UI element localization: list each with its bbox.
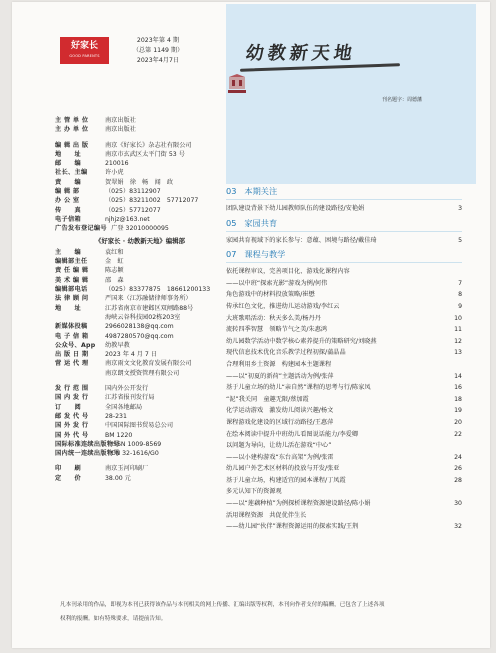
credit-value: 全国各地邮局 (105, 403, 143, 411)
credit-value: 28-231 (105, 412, 127, 420)
toc-entry-page: 19 (454, 407, 462, 415)
credit-label: 编辑部电话 (55, 286, 88, 294)
credit-row (55, 294, 225, 303)
toc-entry-page: 26 (454, 465, 462, 473)
credit-value: 4987280570@qq.com (105, 332, 174, 340)
credit-label: 国际标准连续出版物号 (55, 440, 120, 448)
credit-value: （025）83377875 18661200133 (105, 286, 211, 294)
credit-value: 贺翠娟 徐 畅 闻 政 (105, 178, 174, 186)
toc-entry-page: 18 (454, 395, 462, 403)
credit-value: 中国国际图书贸易总公司 (105, 422, 174, 430)
toc-entry-title: 传承红色文化，推进幼儿运动游戏/李红云 (226, 302, 340, 310)
toc-entry[interactable] (226, 266, 462, 278)
credit-row (55, 215, 225, 224)
publisher-emblem-icon (226, 74, 248, 96)
toc-entry[interactable] (226, 313, 462, 325)
credit-row (55, 276, 225, 285)
credit-row (55, 359, 225, 368)
credit-row (55, 369, 225, 378)
toc-entry[interactable] (226, 235, 462, 247)
credit-value: 南京雨文文化教育发展有限公司 (105, 360, 192, 368)
toc-entry-title: ——以“莲藕种植”为例探析课程资源建设路径/陈小娟 (226, 500, 371, 508)
table-of-contents (226, 183, 462, 533)
credit-value: 南京市玄武区太平门街 53 号 (105, 150, 185, 158)
credit-label: 国 内 发 行 (55, 394, 89, 402)
credit-label: 美 术 编 辑 (55, 276, 89, 284)
credit-label: 编 辑 部 (55, 188, 80, 196)
credit-row (55, 285, 225, 294)
toc-entry-title: 基于儿童立场的幼儿“亲自然”课程的思考与行/陈家凤 (226, 384, 371, 392)
toc-entry-page: 9 (458, 302, 462, 310)
toc-entry[interactable] (226, 521, 462, 533)
credit-value: 江苏省报刊发行局 (105, 394, 155, 402)
toc-entry[interactable] (226, 440, 462, 452)
toc-entry[interactable] (226, 278, 462, 290)
calligraphy-title: 幼教新天地 (244, 43, 358, 64)
toc-entry[interactable] (226, 429, 462, 441)
masthead-credits (55, 116, 225, 483)
credit-label: 邮 发 代 号 (55, 412, 89, 420)
credit-label: 订 阅 (55, 403, 81, 411)
credit-label: 社长、主编 (55, 169, 88, 177)
credit-value: 南京出版社 (105, 126, 136, 134)
credit-label: 国 外 发 行 (55, 422, 89, 430)
credit-value: 210016 (105, 160, 129, 168)
credit-row (55, 412, 225, 421)
toc-entry[interactable] (226, 452, 462, 464)
credit-value: 许小虎 (105, 169, 124, 177)
credit-label: 公众号、App (55, 341, 96, 349)
credit-value: 广登 32010000095 (105, 225, 169, 233)
toc-entry[interactable] (226, 475, 462, 487)
credit-row (55, 257, 225, 266)
toc-entry[interactable] (226, 405, 462, 417)
credit-value: CN 32-1616/G0 (105, 450, 159, 458)
credit-label: 发 行 范 围 (55, 385, 89, 393)
credit-label: 责 任 编 辑 (55, 267, 89, 275)
toc-entry-title: 大班歌唱活动：秋天多么美/杨丹丹 (226, 314, 321, 322)
credit-label: 出 版 日 期 (55, 351, 89, 359)
toc-entry-page: 24 (454, 453, 462, 461)
credit-row (55, 393, 225, 402)
credit-value: 江苏省南京市建邺区双闸路88号 (105, 304, 194, 312)
toc-entry[interactable] (226, 498, 462, 510)
credit-row (55, 116, 225, 125)
toc-entry-title: 幼儿园户外艺术区材料的投放与开发/张亚 (226, 465, 340, 473)
credit-label: 邮 编 (55, 160, 81, 168)
toc-entry[interactable] (226, 336, 462, 348)
credit-row (55, 224, 225, 233)
credit-value: 南京朗文授资管理有限公司 (105, 369, 180, 377)
issue-line-3: 2023年4月7日 (136, 57, 180, 64)
credit-value: 严国来（江苏融储律师事务所） (105, 295, 192, 303)
copyright-footnote (60, 598, 460, 626)
section-number: 03 (226, 186, 237, 196)
toc-entry-page: 5 (458, 236, 462, 244)
credit-row (55, 341, 225, 350)
toc-entry-page: 22 (454, 430, 462, 438)
toc-entry-title: “泥”我关同 童趣无限/蔡加霞 (226, 395, 309, 403)
toc-entry[interactable] (226, 463, 462, 475)
credit-value: 南京玉河印刷厂 (105, 465, 149, 473)
toc-entry[interactable] (226, 301, 462, 313)
credit-label: 主 办 单 位 (55, 126, 89, 134)
credit-row (55, 206, 225, 215)
toc-entry-page: 30 (454, 500, 462, 508)
title-panel (226, 4, 476, 184)
toc-entry[interactable] (226, 417, 462, 429)
credit-value: （025）83112907 (105, 188, 161, 196)
toc-entry[interactable] (226, 510, 462, 522)
section-number: 07 (226, 249, 237, 260)
toc-entry-page: 10 (454, 314, 462, 322)
credit-row (55, 248, 225, 257)
section-divider (226, 262, 462, 263)
credit-group-group1 (55, 116, 225, 135)
toc-entry-page: 8 (458, 291, 462, 299)
credit-row (55, 384, 225, 393)
toc-entry-title: 角色游戏中的材料投放策略/崔懋 (226, 291, 315, 299)
credit-value: BM 1220 (105, 431, 133, 439)
toc-entry[interactable] (226, 382, 462, 394)
toc-entry[interactable] (226, 289, 462, 301)
issue-info (118, 36, 198, 66)
toc-entry-title: 流转四季智慧 领略节气之美/朱惠鸿 (226, 326, 328, 334)
credit-group-group4 (55, 384, 225, 458)
logo-main-text: 好家长 (70, 41, 98, 51)
credit-value: 南京《好家长》杂志社有限公司 (105, 141, 192, 149)
toc-entry-title: ——幼儿园“伙伴”课程资源运用的探索实践/王荆 (226, 523, 359, 531)
credit-value: 陈志颖 (105, 267, 124, 275)
credit-row (55, 266, 225, 275)
toc-entry[interactable] (226, 347, 462, 359)
credit-value: （025）83211002 57712077 (105, 197, 199, 205)
credit-value: 袁红和 (105, 248, 124, 256)
credit-label: 传 真 (55, 206, 81, 214)
credit-label: 电 子 信 箱 (55, 332, 89, 340)
toc-entry-title: 合理利用乡土资源 构建园本主题课程 (226, 360, 332, 368)
credit-label: 编 辑 出 版 (55, 141, 89, 149)
credit-label: 营 运 代 理 (55, 360, 89, 368)
issue-line-2: （总第 1149 期） (132, 47, 184, 54)
credit-label: 电子信箱 (55, 215, 81, 223)
toc-entry-title: 团队建设背景下幼儿园教师队伍的建设路径/安艳娟 (226, 205, 365, 212)
toc-entry-page: 11 (454, 326, 462, 334)
toc-section-heading (226, 248, 462, 261)
credit-label: 印 刷 (55, 465, 81, 473)
credit-value: 金 虹 (105, 258, 124, 266)
logo-sub-text: GOOD PARENTS (69, 54, 100, 58)
toc-entry-page: 28 (454, 476, 462, 484)
toc-entry-page: 7 (458, 279, 462, 287)
toc-entry-title: 基于儿童立场，构建适宜的园本课程/丁凤霞 (226, 476, 346, 484)
credit-group-group2 (55, 141, 225, 234)
credit-value: 2023 年 4 月 7 日 (105, 351, 158, 359)
credit-row (55, 474, 225, 483)
credit-row (55, 332, 225, 341)
credit-label: 责 编 (55, 178, 81, 186)
credit-row (55, 322, 225, 331)
credit-row (55, 313, 225, 322)
footnote-line-1: 凡本刊录用的作品，即视为本刊已获得该作品与本刊相关的网上传播、汇编出版等权利，本刊向作者支付的稿酬，已包含了上述各项 (60, 602, 385, 608)
toc-entry-title: 以问题为导向，让幼儿活在游戏“中心” (226, 442, 332, 450)
credit-label: 地 址 (55, 150, 81, 158)
credit-label: 主 管 单 位 (55, 117, 89, 124)
credit-label: 新媒体投稿 (55, 323, 88, 331)
credit-row (55, 196, 225, 205)
credit-value: 幼教早教 (105, 341, 130, 349)
credit-row (55, 178, 225, 187)
credit-value: 2966028138@qq.com (105, 323, 174, 331)
credit-label: 国 外 代 号 (55, 431, 89, 439)
credit-label: 广告发布登记编号 (55, 225, 107, 233)
toc-entry-page: 3 (458, 205, 462, 212)
toc-entry-title: ——以“初夏的新荷”主题活动为例/张萍 (226, 372, 334, 380)
magazine-logo (60, 37, 109, 64)
issue-line-1: 2023年第 4 期 (136, 37, 180, 44)
toc-entry-title: 现代信息技术优化音乐教学过程初探/蒲晶晶 (226, 349, 346, 357)
section-name: 家园共育 (244, 217, 278, 228)
credit-label (55, 369, 105, 378)
toc-entry[interactable] (226, 394, 462, 406)
credit-row (55, 421, 225, 430)
toc-entry-title: 依托课程审议，完善项目化、游戏化课程内容 (226, 268, 350, 276)
credit-row (55, 150, 225, 159)
credit-group-group3 (55, 248, 225, 378)
section-divider (226, 231, 462, 232)
credit-row (55, 141, 225, 150)
credit-row (55, 464, 225, 473)
credit-row (55, 449, 225, 458)
credit-row (55, 431, 225, 440)
toc-entry-title: ——以小建构游戏“东台高架”为例/张雷 (226, 453, 334, 461)
toc-entry-page: 13 (454, 349, 462, 357)
credit-value: 国内外公开发行 (105, 385, 149, 393)
credit-label: 主 编 (55, 248, 81, 256)
credit-value: 38.00 元 (105, 474, 131, 482)
credit-group-group5 (55, 464, 225, 483)
toc-entry[interactable] (226, 324, 462, 336)
footnote-line-2: 权利的报酬。如有特殊要求，请提前告知。 (60, 616, 167, 622)
toc-section-heading (226, 185, 462, 198)
toc-entry-page: 20 (454, 418, 462, 426)
editorial-board-title: 《好家长 · 幼教新天地》编辑部 (95, 236, 185, 245)
toc-entry-title: ——以中班“探索光影”游戏为例/何伟 (226, 279, 328, 287)
toc-entry-title: 课程游戏化建设的区域行动路径/王惠萍 (226, 418, 334, 426)
credit-row (55, 187, 225, 196)
section-number: 05 (226, 217, 237, 228)
credit-label: 编辑部主任 (55, 258, 88, 266)
credit-row (55, 403, 225, 412)
toc-entry-title: 化学运动游戏 激发幼儿阅读兴趣/杨文 (226, 407, 334, 415)
credit-value: njhjz@163.net (105, 215, 150, 223)
toc-entry-page: 32 (454, 523, 462, 531)
credit-label: 法 律 顾 问 (55, 295, 89, 303)
credit-value: （025）57712077 (105, 206, 161, 214)
toc-entry[interactable] (226, 203, 462, 215)
credit-row (55, 304, 225, 313)
toc-entry-page: 12 (454, 337, 462, 345)
section-divider (226, 199, 462, 200)
section-name: 本期关注 (244, 186, 278, 196)
credit-label: 地 址 (55, 304, 81, 312)
toc-entry[interactable] (226, 371, 462, 383)
toc-entry-page: 14 (454, 372, 462, 380)
credit-row (55, 440, 225, 449)
credit-row (55, 168, 225, 177)
credit-value: ISSN 1009-8569 (105, 440, 162, 448)
toc-entry-title: 多元认知下的资源观 (226, 488, 282, 496)
credit-row (55, 125, 225, 134)
toc-entry-title: 活用课程资源 共促优伴生长 (226, 511, 307, 519)
toc-entry-title: 家园共育视域下的家长参与：意蕴、困境与路径/戴佳琦 (226, 236, 377, 244)
title-credit: 刊名题字：周德藩 (382, 97, 423, 103)
toc-entry-title: 在绘本阅读中提升中班幼儿看图说话能力/李爱卿 (226, 430, 359, 438)
toc-entry[interactable] (226, 486, 462, 498)
section-name: 课程与教学 (244, 249, 286, 260)
credit-value: 南京出版社 (105, 117, 136, 124)
credit-row (55, 350, 225, 359)
toc-section-heading (226, 217, 462, 230)
credit-value: 海峡云谷科技园02栋203室 (105, 313, 181, 321)
credit-value: 邵 森 (105, 276, 124, 284)
toc-entry-title: 幼儿园数学活动中数学核心素养提升的策略研究/刘晓燕 (226, 337, 377, 345)
credit-row (55, 159, 225, 168)
credit-label: 定 价 (55, 474, 81, 482)
credit-label (55, 313, 105, 322)
toc-entry[interactable] (226, 359, 462, 371)
credit-label: 国内统一连续出版物号 (55, 450, 120, 458)
credit-label: 办 公 室 (55, 197, 80, 205)
toc-entry-page: 16 (454, 384, 462, 392)
